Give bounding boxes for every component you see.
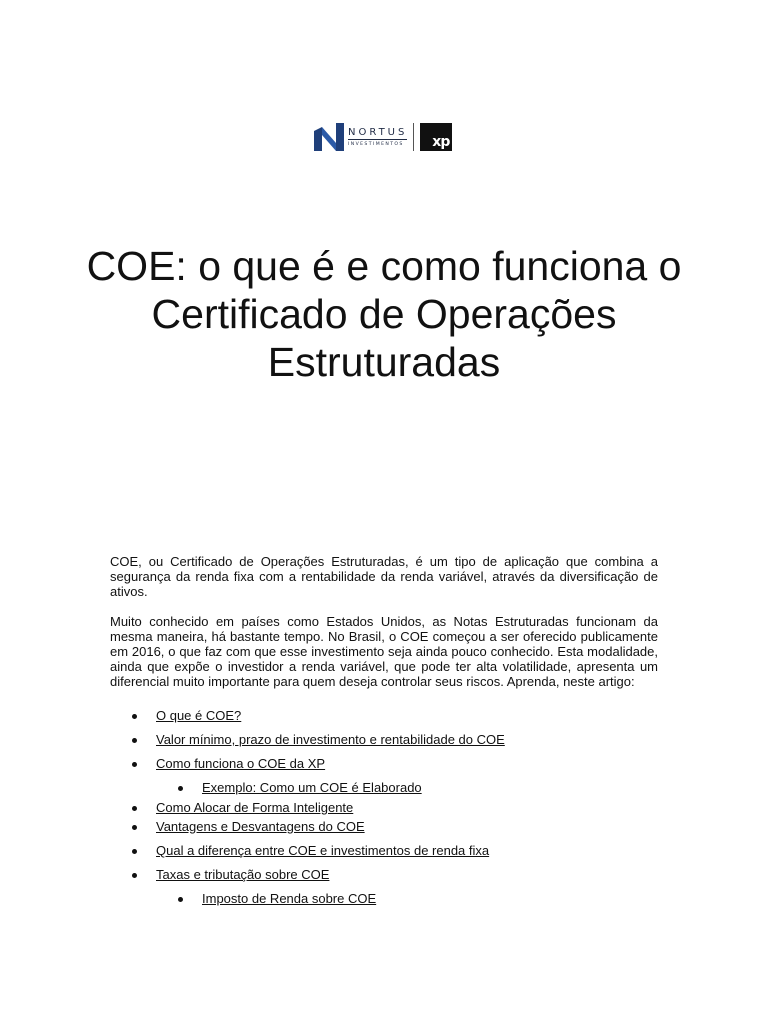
bullet-icon — [132, 873, 137, 878]
bullet-icon — [132, 806, 137, 811]
toc-item — [110, 704, 658, 728]
toc-subitem — [110, 887, 658, 911]
toc-item — [110, 728, 658, 752]
logo-divider — [413, 123, 414, 151]
toc-link-o-que-e-coe[interactable]: O que é COE? — [156, 708, 242, 723]
bullet-icon — [132, 738, 137, 743]
page-title: COE: o que é e como funciona o Certificado de Operações Estruturadas — [86, 243, 682, 385]
toc-link-como-alocar[interactable]: Como Alocar de Forma Inteligente — [156, 800, 354, 815]
toc-item — [110, 800, 658, 815]
toc-item — [110, 839, 658, 863]
nortus-logo-icon — [314, 123, 344, 151]
article-body — [110, 554, 658, 911]
nortus-name: NORTUS — [348, 126, 408, 138]
toc-link-valor-minimo[interactable]: Valor mínimo, prazo de investimento e rentabilidade do COE — [156, 732, 505, 747]
xp-logo-icon — [420, 123, 452, 151]
toc-subitem — [110, 776, 658, 800]
nortus-subtitle: INVESTIMENTOS — [348, 139, 407, 148]
toc-link-diferenca[interactable]: Qual a diferença entre COE e investimentos de renda fixa — [156, 843, 490, 858]
header-logos — [314, 122, 452, 152]
xp-logo-text: xp — [432, 134, 450, 150]
toc-item — [110, 863, 658, 887]
bullet-icon — [132, 714, 137, 719]
bullet-icon — [132, 849, 137, 854]
table-of-contents — [110, 704, 658, 911]
toc-link-exemplo[interactable]: Exemplo: Como um COE é Elaborado — [202, 780, 422, 795]
toc-link-como-funciona[interactable]: Como funciona o COE da XP — [156, 756, 326, 771]
bullet-icon — [178, 897, 183, 902]
toc-link-taxas[interactable]: Taxas e tributação sobre COE — [156, 867, 330, 882]
intro-paragraph-1: COE, ou Certificado de Operações Estruturadas, é um tipo de aplicação que combina a segurança da renda fixa com a rentabilidade da renda variável, através da diversificação de ativos. — [110, 554, 658, 599]
bullet-icon — [132, 762, 137, 767]
toc-item — [110, 752, 658, 776]
toc-link-vantagens[interactable]: Vantagens e Desvantagens do COE — [156, 819, 365, 834]
bullet-icon — [178, 786, 183, 791]
toc-item — [110, 815, 658, 839]
nortus-wordmark — [348, 123, 407, 151]
intro-paragraph-2: Muito conhecido em países como Estados Unidos, as Notas Estruturadas funcionam da mesma maneira, há bastante tempo. No Brasil, o COE começou a ser oferecido publicamente em 2016, o que faz com que esse investimento seja ainda pouco conhecido. Esta modalidade, ainda que expõe o investidor a renda variável, que pode ter alta volatilidade, apresenta um diferencial muito importante para quem deseja controlar seus riscos. Aprenda, neste artigo: — [110, 614, 658, 689]
toc-link-imposto[interactable]: Imposto de Renda sobre COE — [202, 891, 377, 906]
bullet-icon — [132, 825, 137, 830]
